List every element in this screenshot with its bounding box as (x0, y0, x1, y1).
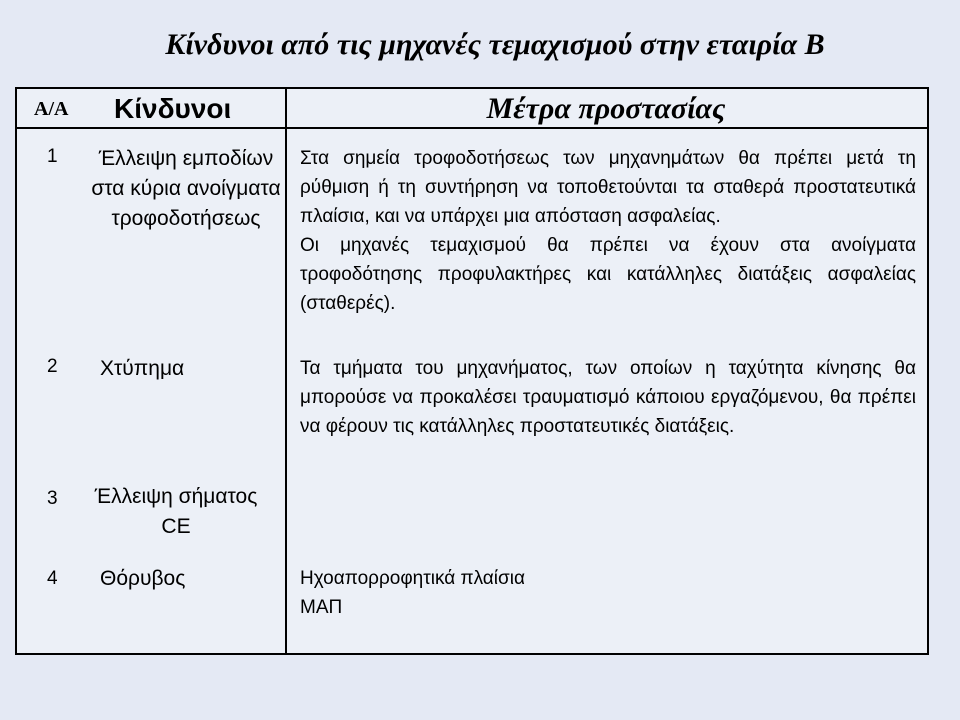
row-3-index: 3 (47, 488, 58, 509)
row-4-measures (300, 564, 916, 622)
row-1-measure-2: Οι μηχανές τεμαχισμού θα πρέπει να έχουν στα ανοίγματα τροφοδότησης προφυλακτήρες και κατάλληλες διατάξεις ασφαλείας (σταθερές). (300, 235, 916, 314)
row-1-measures (300, 144, 916, 318)
row-2-measures (300, 354, 916, 441)
header-index: Α/Α (34, 98, 69, 120)
row-4-index: 4 (47, 568, 58, 589)
row-2-measure-1: Τα τμήματα του μηχανήματος, των οποίων η ταχύτητα κίνησης θα μπορούσε να προκαλέσει τραυματισμό κάποιου εργαζόμενου, θα πρέπει να φέρουν τις κατάλληλες προστατευτικές διατάξεις. (300, 358, 916, 437)
row-4-risk: Θόρυβος (100, 567, 186, 590)
row-1-index: 1 (47, 146, 58, 167)
header-risks: Κίνδυνοι (114, 93, 232, 124)
row-4-measure-1: Ηχοαπορροφητικά πλαίσια (300, 568, 525, 589)
row-3-risk: Έλλειψη σήματος CE (94, 485, 258, 538)
row-1-risk: Έλλειψη εμποδίων στα κύρια ανοίγματα τροφοδοτήσεως (91, 147, 281, 230)
row-4-measure-2: ΜΑΠ (300, 597, 343, 618)
slide-title: Κίνδυνοι από τις μηχανές τεμαχισμού στην εταιρία Β (165, 28, 825, 61)
header-measures: Μέτρα προστασίας (486, 92, 726, 125)
row-1-measure-1: Στα σημεία τροφοδοτήσεως των μηχανημάτων θα πρέπει μετά τη ρύθμιση ή τη συντήρηση να τοποθετούνται τα σταθερά προστατευτικά πλαίσια, και να υπάρχει μια απόσταση ασφαλείας. (300, 148, 916, 227)
row-2-risk: Χτύπημα (100, 357, 185, 380)
row-2-index: 2 (47, 356, 58, 377)
